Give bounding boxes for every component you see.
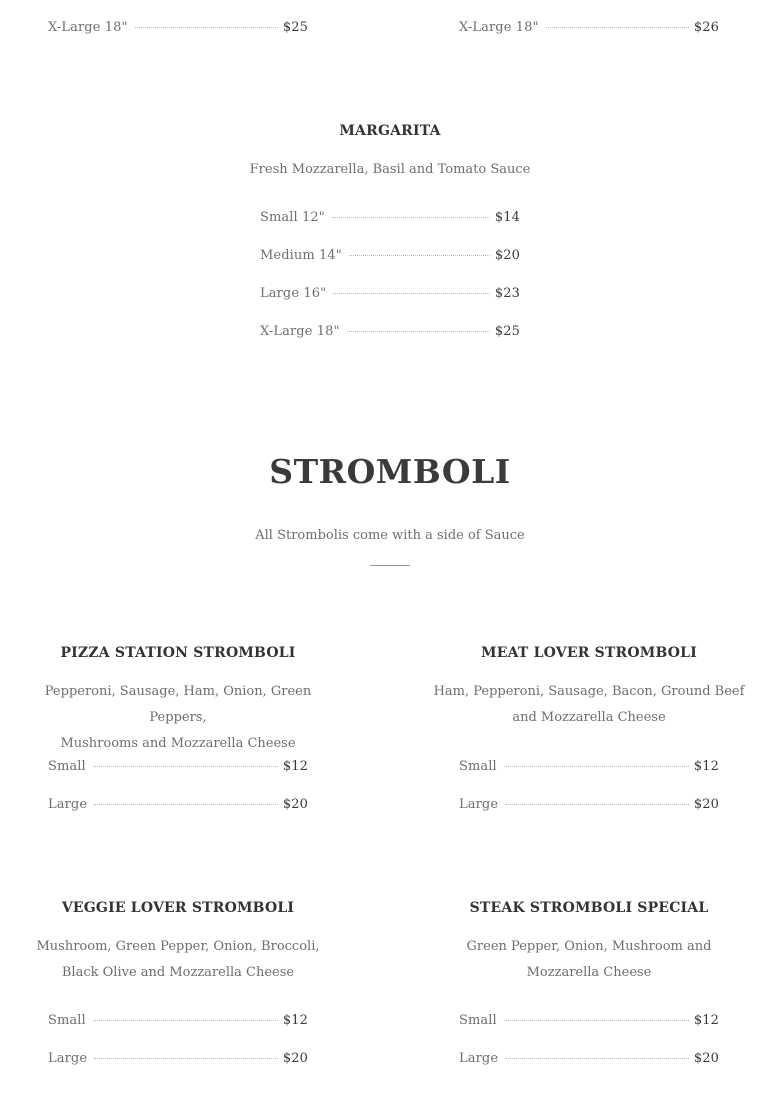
price: $14 bbox=[494, 210, 520, 225]
price: $20 bbox=[693, 1051, 719, 1066]
menu-item-description bbox=[18, 679, 338, 757]
size-label: Small bbox=[48, 759, 86, 774]
menu-item-description bbox=[18, 934, 338, 986]
price-row bbox=[459, 1051, 719, 1071]
size-label: X-Large 18" bbox=[459, 20, 539, 35]
dot-leader bbox=[505, 1058, 689, 1059]
section-divider bbox=[370, 565, 410, 566]
price: $20 bbox=[693, 797, 719, 812]
dot-leader bbox=[94, 1058, 278, 1059]
menu-item-title: STEAK STROMBOLI SPECIAL bbox=[469, 900, 709, 916]
price-row bbox=[459, 797, 719, 817]
section-title: STROMBOLI bbox=[269, 452, 511, 491]
price-row bbox=[48, 1013, 308, 1033]
dot-leader bbox=[347, 331, 490, 332]
price: $12 bbox=[282, 759, 308, 774]
description-line: Ham, Pepperoni, Sausage, Bacon, Ground Beef bbox=[433, 684, 745, 699]
price-row bbox=[260, 248, 520, 268]
description-line: Mushrooms and Mozzarella Cheese bbox=[60, 736, 296, 751]
dot-leader bbox=[504, 766, 689, 767]
price-row bbox=[459, 20, 719, 40]
price: $25 bbox=[494, 324, 520, 339]
description-line: Green Pepper, Onion, Mushroom and bbox=[466, 939, 712, 954]
size-label: X-Large 18" bbox=[260, 324, 340, 339]
price-row bbox=[260, 286, 520, 306]
size-label: Large bbox=[48, 1051, 88, 1066]
price-row bbox=[459, 1013, 719, 1033]
dot-leader bbox=[93, 766, 278, 767]
price-row bbox=[459, 759, 719, 779]
price-row bbox=[260, 210, 520, 230]
price: $12 bbox=[693, 1013, 719, 1028]
dot-leader bbox=[93, 1020, 278, 1021]
description-line: Black Olive and Mozzarella Cheese bbox=[61, 965, 295, 980]
dot-leader bbox=[332, 217, 490, 218]
dot-leader bbox=[505, 804, 689, 805]
price: $26 bbox=[693, 20, 719, 35]
size-label: Small bbox=[48, 1013, 86, 1028]
size-label: Large bbox=[459, 797, 499, 812]
menu-item-description bbox=[429, 934, 749, 986]
size-label: X-Large 18" bbox=[48, 20, 128, 35]
dot-leader bbox=[94, 804, 278, 805]
price-row bbox=[48, 20, 308, 40]
dot-leader bbox=[349, 255, 490, 256]
price-row bbox=[260, 324, 520, 344]
dot-leader bbox=[504, 1020, 689, 1021]
margarita-description: Fresh Mozzarella, Basil and Tomato Sauce bbox=[249, 162, 531, 177]
price-row bbox=[48, 797, 308, 817]
description-line: Mozzarella Cheese bbox=[526, 965, 652, 980]
description-line: and Mozzarella Cheese bbox=[512, 710, 666, 725]
menu-item-title: MEAT LOVER STROMBOLI bbox=[481, 645, 697, 661]
price-row bbox=[48, 759, 308, 779]
size-label: Medium 14" bbox=[260, 248, 342, 263]
menu-item-title: PIZZA STATION STROMBOLI bbox=[60, 645, 296, 661]
size-label: Large bbox=[459, 1051, 499, 1066]
price: $20 bbox=[494, 248, 520, 263]
section-note: All Strombolis come with a side of Sauce bbox=[255, 528, 525, 543]
size-label: Small bbox=[459, 1013, 497, 1028]
dot-leader bbox=[135, 27, 278, 28]
price: $12 bbox=[282, 1013, 308, 1028]
price: $23 bbox=[494, 286, 520, 301]
size-label: Small 12" bbox=[260, 210, 325, 225]
description-line: Mushroom, Green Pepper, Onion, Broccoli, bbox=[36, 939, 320, 954]
size-label: Large 16" bbox=[260, 286, 327, 301]
price: $12 bbox=[693, 759, 719, 774]
menu-item-title: VEGGIE LOVER STROMBOLI bbox=[61, 900, 295, 916]
menu-item-description bbox=[429, 679, 749, 731]
price: $20 bbox=[282, 797, 308, 812]
description-line: Pepperoni, Sausage, Ham, Onion, Green Peppers, bbox=[44, 684, 312, 725]
size-label: Small bbox=[459, 759, 497, 774]
dot-leader bbox=[333, 293, 490, 294]
dot-leader bbox=[546, 27, 689, 28]
margarita-title: MARGARITA bbox=[339, 123, 441, 139]
price-row bbox=[48, 1051, 308, 1071]
size-label: Large bbox=[48, 797, 88, 812]
price: $20 bbox=[282, 1051, 308, 1066]
price: $25 bbox=[282, 20, 308, 35]
